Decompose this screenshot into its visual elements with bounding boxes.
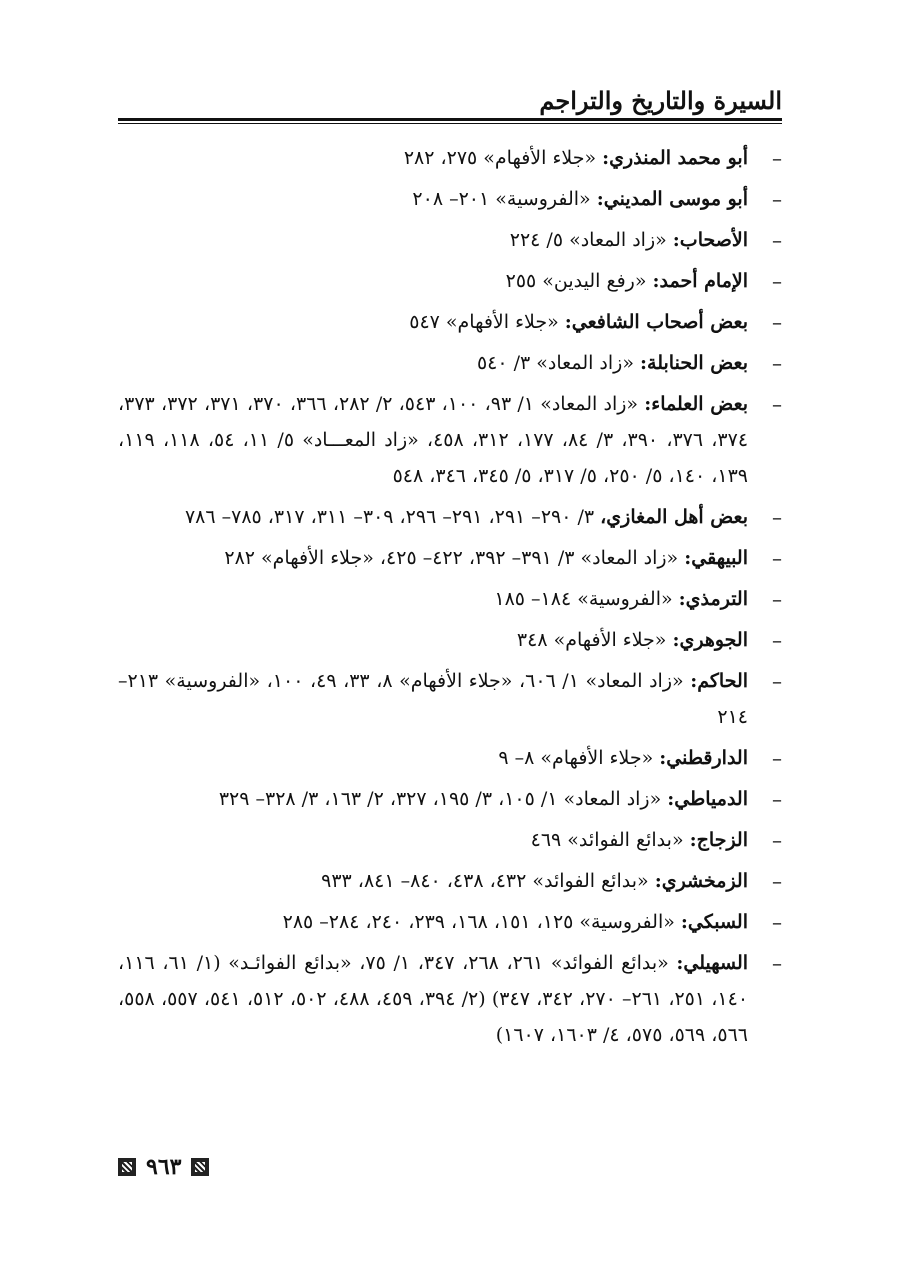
entry-references: «بدائع الفوائد» ٢٦١، ٢٦٨، ٣٤٧، ١/ ٧٥، «بدائع الفوائـد» (١/ ٦١، ١١٦، ١٤٠، ٢٥١، ٢٦١– ٢٧٠، ٣٤٢، ٣٤٧) (٢/ ٣٩٤، ٤٥٩، ٤٨٨، ٥٠٢، ٥١٢، ٥٤١، ٥٥٧، ٥٥٨، ٥٦٦، ٥٦٩، ٥٧٥، ٤/ ١٦٠٣، ١٦٠٧) (118, 952, 749, 1046)
entry-references: ٣/ ٢٩٠– ٢٩١، ٢٩١– ٢٩٦، ٣٠٩– ٣١١، ٣١٧، ٧٨٥– ٧٨٦ (184, 506, 595, 528)
ornament-left-icon (118, 1158, 136, 1176)
entry-references: «زاد المعاد» ١/ ٦٠٦، «جلاء الأفهام» ٨، ٣٣، ٤٩، ١٠٠، «الفروسية» ٢١٣– ٢١٤ (118, 670, 748, 728)
entry-references: «جلاء الأفهام» ٥٤٧ (409, 311, 559, 333)
entry-dash: – (772, 828, 782, 852)
entry-references: «الفروسية» ١٨٤– ١٨٥ (494, 588, 673, 610)
entry-body (118, 945, 748, 1053)
entry-body (118, 540, 748, 576)
entry-references: «جلاء الأفهام» ٨– ٩ (498, 747, 654, 769)
page-number: ٩٦٣ (146, 1154, 182, 1180)
entry-dash: – (772, 228, 782, 252)
entry-dash: – (772, 587, 782, 611)
entry-body (118, 863, 748, 899)
index-entry (118, 222, 782, 258)
entry-dash: – (772, 746, 782, 770)
index-entry (118, 622, 782, 658)
index-entry (118, 822, 782, 858)
entry-dash: – (772, 869, 782, 893)
entry-dash: – (772, 546, 782, 570)
entry-name: الأصحاب: (672, 229, 748, 251)
index-entry (118, 904, 782, 940)
entry-dash: – (772, 351, 782, 375)
entry-name: بعض العلماء: (644, 393, 749, 415)
entry-references: «الفروسية» ٢٠١– ٢٠٨ (412, 188, 591, 210)
ornament-right-icon (191, 1158, 209, 1176)
entry-name: الترمذي: (678, 588, 748, 610)
entry-references: «بدائع الفوائد» ٤٣٢، ٤٣٨، ٨٤٠– ٨٤١، ٩٣٣ (321, 870, 649, 892)
header-rule-thin (118, 123, 782, 124)
entry-dash: – (772, 951, 782, 975)
index-entry (118, 663, 782, 735)
entry-body (118, 581, 748, 617)
entry-body (118, 345, 748, 381)
entry-body (118, 222, 748, 258)
entry-name: الإمام أحمد: (652, 270, 748, 292)
page-folio (118, 1152, 209, 1182)
entry-dash: – (772, 187, 782, 211)
entry-name: أبو موسى المديني: (596, 188, 748, 210)
entry-body (118, 386, 748, 494)
entry-references: «زاد المعاد» ٣/ ٣٩١– ٣٩٢، ٤٢٢– ٤٢٥، «جلاء الأفهام» ٢٨٢ (224, 547, 679, 569)
entry-dash: – (772, 392, 782, 416)
entry-name: بعض أصحاب الشافعي: (564, 311, 748, 333)
entry-references: «زاد المعاد» ٣/ ٥٤٠ (476, 352, 634, 374)
entry-references: «رفع اليدين» ٢٥٥ (505, 270, 647, 292)
index-entry (118, 540, 782, 576)
entry-body (118, 904, 748, 940)
entry-body (118, 263, 748, 299)
entry-name: الدمياطي: (667, 788, 748, 810)
entry-references: «زاد المعاد» ٥/ ٢٢٤ (509, 229, 667, 251)
index-entry (118, 140, 782, 176)
index-entry (118, 263, 782, 299)
entry-body (118, 140, 748, 176)
index-entry (118, 499, 782, 535)
entry-name: أبو محمد المنذري: (602, 147, 748, 169)
running-head-title: السيرة والتاريخ والتراجم (539, 86, 782, 115)
entry-body (118, 622, 748, 658)
entry-references: «الفروسية» ١٢٥، ١٥١، ١٦٨، ٢٣٩، ٢٤٠، ٢٨٤– ٢٨٥ (282, 911, 675, 933)
header-rule-thick (118, 118, 782, 121)
index-entry (118, 581, 782, 617)
entry-name: الجوهري: (672, 629, 748, 651)
index-entry (118, 181, 782, 217)
entry-dash: – (772, 310, 782, 334)
index-entry (118, 345, 782, 381)
index-entry (118, 781, 782, 817)
index-entry-list (118, 140, 782, 1058)
entry-name: الزمخشري: (654, 870, 748, 892)
entry-body (118, 740, 748, 776)
entry-dash: – (772, 505, 782, 529)
entry-body (118, 822, 748, 858)
entry-name: بعض الحنابلة: (640, 352, 748, 374)
entry-body (118, 663, 748, 735)
entry-dash: – (772, 669, 782, 693)
entry-dash: – (772, 787, 782, 811)
entry-name: بعض أهل المغازي، (600, 506, 748, 528)
entry-name: البيهقي: (684, 547, 748, 569)
entry-body (118, 181, 748, 217)
entry-body (118, 304, 748, 340)
entry-name: السهيلي: (676, 952, 749, 974)
entry-name: الحاكم: (690, 670, 749, 692)
entry-references: «بدائع الفوائد» ٤٦٩ (530, 829, 684, 851)
entry-dash: – (772, 910, 782, 934)
index-entry (118, 386, 782, 494)
entry-body (118, 781, 748, 817)
entry-dash: – (772, 628, 782, 652)
index-entry (118, 863, 782, 899)
page-header (118, 78, 782, 126)
entry-references: «جلاء الأفهام» ٢٧٥، ٢٨٢ (403, 147, 597, 169)
entry-dash: – (772, 146, 782, 170)
index-entry (118, 740, 782, 776)
entry-name: السبكي: (680, 911, 748, 933)
index-entry (118, 304, 782, 340)
entry-references: «زاد المعاد» ١/ ١٠٥، ٣/ ١٩٥، ٣٢٧، ٢/ ١٦٣، ٣/ ٣٢٨– ٣٢٩ (218, 788, 662, 810)
entry-references: «جلاء الأفهام» ٣٤٨ (516, 629, 667, 651)
entry-dash: – (772, 269, 782, 293)
entry-name: الزجاج: (689, 829, 748, 851)
entry-body (118, 499, 748, 535)
entry-name: الدارقطني: (659, 747, 748, 769)
entry-references: «زاد المعاد» ١/ ٩٣، ١٠٠، ٥٤٣، ٢/ ٢٨٢، ٣٦٦، ٣٧٠، ٣٧١، ٣٧٢، ٣٧٣، ٣٧٤، ٣٧٦، ٣٩٠، ٣/ ٨٤، ١٧٧، ٣١٢، ٤٥٨، «زاد المعـــاد» ٥/ ١١، ٥٤، ١١٨، ١١٩، ١٣٩، ١٤٠، ٥/ ٢٥٠، ٥/ ٣١٧، ٥/ ٣٤٥، ٣٤٦، ٥٤٨ (118, 393, 749, 487)
index-entry (118, 945, 782, 1053)
